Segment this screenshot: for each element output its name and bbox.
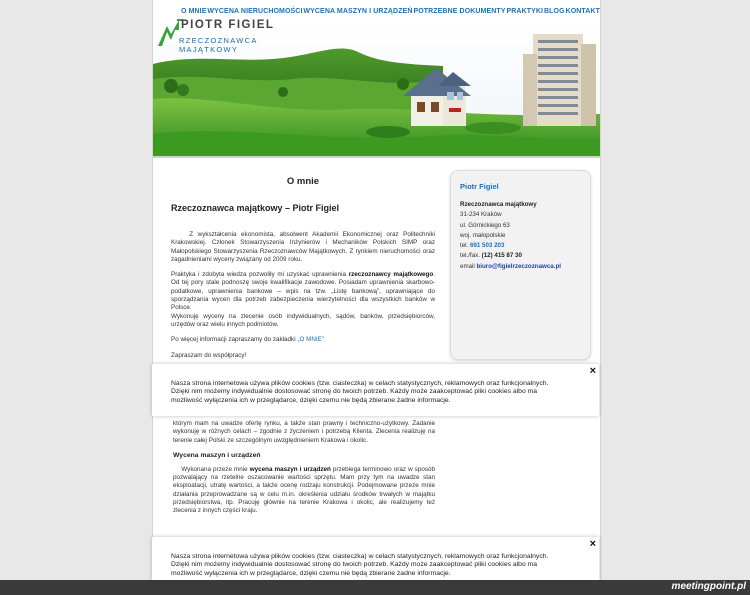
page-title: O mnie [286, 176, 320, 187]
nav-item-praktyki[interactable]: PRAKTYKI [506, 8, 544, 15]
nav-item-dokumenty[interactable]: POTRZEBNE DOKUMENTY [413, 8, 506, 15]
paragraph-invite: Zapraszam do współpracy! [171, 351, 247, 359]
nav-item-kontakt[interactable]: KONTAKT [565, 8, 600, 15]
o-mnie-link[interactable]: „O MNIE” [297, 336, 324, 344]
cookie-line-1: Nasza strona internetowa używa plików cookies (tzw. ciasteczka) w celach statystycznych, reklamowych oraz funkcjonalnych. [171, 380, 549, 387]
qualifications-text-d: Wykonuję wyceny na zlecenie osób indywidualnych, sądów, banków, przedsiębiorców, urzędów oraz wielu innych podmiotów. [171, 312, 435, 328]
more-info-text: Po więcej informacji zapraszamy do zakładki [171, 336, 298, 344]
cookie-banner [152, 364, 599, 416]
nav-item-wycena-maszyn[interactable]: WYCENA MASZYN I URZĄDZEŃ [303, 8, 413, 15]
paragraph-qualifications [171, 271, 435, 329]
sidebar-postal: 31-234 Kraków [460, 211, 502, 219]
hero-divider [153, 156, 600, 158]
tel-link[interactable]: 691 503 203 [469, 242, 505, 250]
email-link[interactable]: biuro@figielrzeczoznawca.pl [476, 262, 561, 270]
cookie-dup-line-2: Dzięki nim możemy indywidualnie dostosować stronę do twoich potrzeb. Każdy może zaakceptować pliki cookies albo ma [171, 561, 538, 569]
logo-name: PIOTR FIGIEL [181, 19, 275, 31]
tel-label: tel. [460, 242, 470, 250]
nav-item-o-mnie[interactable]: O MNIE [181, 8, 207, 15]
paragraph-more-info [171, 336, 435, 344]
machines-text-a: Wykonana przeze mnie [181, 465, 250, 473]
paragraph-valuation-scope: którym mam na uwadze ofertę rynku, a także stan prawny i techniczno-użytkowy. Zadanie wykonuję w różnych celach – zgodnie z życzeniem i potrzebą Klienta. Zlecenia realizuję na terenie całej Polski ze szczególnym uwzględnieniem Krakowa i okolic. [173, 420, 435, 444]
cookie-dup-line-1: Nasza strona internetowa używa plików cookies (tzw. ciasteczka) w celach statystycznych, reklamowych oraz funkcjonalnych. [171, 553, 549, 560]
fax-number: (12) 415 87 30 [481, 252, 522, 260]
sidebar-tel-row [460, 241, 561, 251]
main-content [171, 170, 435, 367]
cookie-banner-duplicate [152, 537, 599, 580]
qualifications-bold: rzeczoznawcy majątkowego [348, 271, 434, 279]
cookie-dup-line-3: możliwość wyłączenia ich w przeglądarce, dzięki czemu nie będą zbierane żadne informacje. [171, 569, 451, 577]
machines-bold: wycena maszyn i urządzeń [249, 465, 331, 473]
cookie-close-button[interactable]: × [589, 365, 596, 377]
site-logo[interactable] [155, 16, 305, 54]
cookie-banner-duplicate-text [171, 553, 548, 578]
paragraph-machines [173, 466, 435, 516]
contact-sidebar [450, 170, 591, 360]
machines-text-c: przebiega terminowo oraz w sposób pozwalający na rzetelne oszacowanie wartości sprzętu. Mam przy tym na uwadze stan eksploatacji, utratę wartości, a także ocenę rodzaju konstrukcji. Podejmowane przeze mnie działania przeprowadzane są w celu m.in. określenia udziału środków trwałych w majątku przedsiębiorstwa, itp. Pracuję głównie na terenie Krakowa i okolic, ale realizujemy też zlecenia z innych części kraju. [173, 465, 435, 515]
sidebar-role: Rzeczoznawca majątkowy [460, 201, 537, 208]
sidebar-region: woj. małopolskie [460, 231, 506, 239]
email-label: email [460, 262, 477, 270]
sidebar-fax-row [460, 251, 561, 261]
qualifications-text-a: Praktyka i zdobyta wiedza pozwoliły mi uzyskać uprawnienia [171, 271, 349, 279]
lower-content [173, 420, 435, 523]
apartment-tower-illustration [523, 34, 596, 126]
sidebar-name: Piotr Figiel [460, 182, 499, 191]
sidebar-contact-details [460, 200, 561, 272]
cookie-duplicate-close-button[interactable]: × [589, 538, 596, 550]
watermark-text: meetingpoint.pl [671, 581, 746, 592]
paragraph-education [171, 231, 435, 264]
cookie-line-2: Dzięki nim możemy indywidualnie dostosować stronę do twoich potrzeb. Każdy może zaakceptować pliki cookies albo ma [171, 388, 538, 396]
logo-tagline: RZECZOZNAWCA MAJĄTKOWY [179, 36, 258, 54]
fax-label: tel./fax. [460, 252, 482, 260]
heading-machines-valuation: Wycena maszyn i urządzeń [173, 451, 261, 459]
page-subtitle: Rzeczoznawca majątkowy – Piotr Figiel [171, 203, 340, 213]
sidebar-street: ul. Górnickiego 63 [460, 221, 510, 229]
cookie-line-3: możliwość wyłączenia ich w przeglądarce, dzięki czemu nie będą zbierane żadne informacje. [171, 396, 451, 404]
nav-item-wycena-nieruchomosci[interactable]: WYCENA NIERUCHOMOŚCI [207, 8, 303, 15]
watermark-bar [0, 580, 750, 595]
sidebar-email-row [460, 262, 561, 272]
page-container [152, 0, 601, 595]
paragraph-education-text: Z wykształcenia ekonomista, absolwent Akademii Ekonomicznej oraz Politechniki Krakowskiej. Członek Stowarzyszenia Inżynierów i Mechaników Polskich SIMP oraz Małopolskiego Stowarzyszenia Rzeczoznawców Majątkowych. Z rynkiem nieruchomości oraz zagadnieniami wyceny związany od 2009 roku. [171, 231, 436, 263]
nav-item-blog[interactable]: BLOG [544, 8, 565, 15]
cookie-banner-text [171, 380, 548, 405]
qualifications-text-c: . Od tej pory stale podnoszę swoje kwalifikacje zawodowe. Posiadam uprawnienia skarbowo-podatkowe, uprawnienia bankowe – wpis na tzw. „Listę bankową”, uprawniające do sporządzania wycen dla potrzeb zabezpieczenia wierzytelności dla wszystkich banków w Polsce. [171, 271, 435, 312]
